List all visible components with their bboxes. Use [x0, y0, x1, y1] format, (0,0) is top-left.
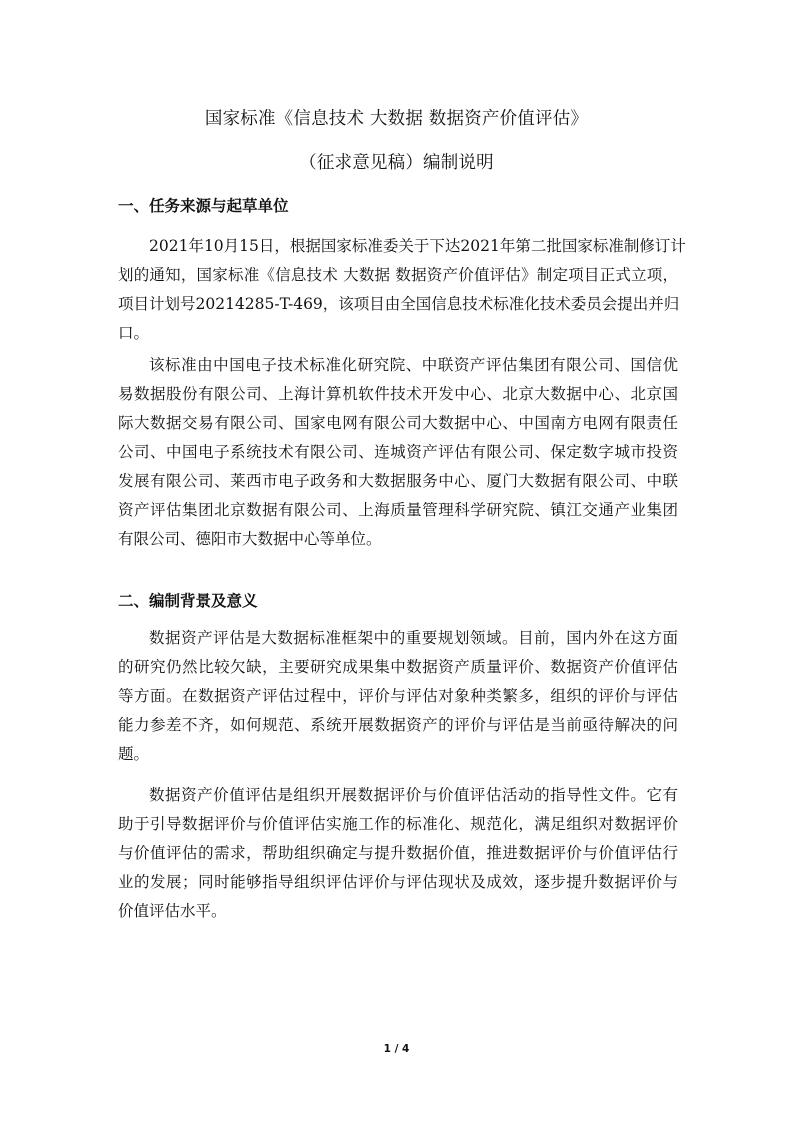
paragraph	[118, 781, 678, 926]
paragraph	[118, 351, 678, 554]
paragraph-line: 际大数据交易有限公司、国家电网有限公司大数据中心、中国南方电网有限责任	[118, 414, 678, 432]
section-heading-1: 一、任务来源与起草单位	[118, 197, 289, 215]
paragraph-line: 业的发展；同时能够指导组织评估评价与评估现状及成效，逐步提升数据评价与	[118, 873, 678, 891]
paragraph-line: 数据资产评估是大数据标准框架中的重要规划领域。目前，国内外在这方面	[149, 629, 678, 647]
paragraph-line: 题。	[118, 745, 150, 763]
paragraph-line: 等方面。在数据资产评估过程中，评价与评估对象种类繁多，组织的评价与评估	[118, 687, 678, 705]
page-number: 1 / 4	[383, 1043, 410, 1055]
paragraph-line: 公司、中国电子系统技术有限公司、连城资产评估有限公司、保定数字城市投资	[118, 443, 678, 461]
paragraph-line: 划的通知，国家标准《信息技术 大数据 数据资产价值评估》制定项目正式立项，	[118, 266, 678, 284]
paragraph	[118, 232, 686, 348]
paragraph-line: 资产评估集团北京数据有限公司、上海质量管理科学研究院、镇江交通产业集团	[118, 501, 678, 519]
document-title: 国家标准《信息技术 大数据 数据资产价值评估》	[204, 109, 589, 129]
paragraph-line: 发展有限公司、莱西市电子政务和大数据服务中心、厦门大数据有限公司、中联	[118, 472, 678, 490]
paragraph-line: 2021年10月15日，根据国家标准委关于下达2021年第二批国家标准制修订计	[149, 237, 686, 255]
paragraph-line: 能力参差不齐，如何规范、系统开展数据资产的评价与评估是当前亟待解决的问	[118, 716, 678, 734]
paragraph-line: 口。	[118, 324, 150, 342]
paragraph-line: 数据资产价值评估是组织开展数据评价与价值评估活动的指导性文件。它有	[149, 786, 678, 804]
section-heading-2: 二、编制背景及意义	[118, 592, 258, 610]
paragraph-line: 与价值评估的需求，帮助组织确定与提升数据价值，推进数据评价与价值评估行	[118, 844, 678, 862]
document-subtitle: （征求意见稿）编制说明	[299, 153, 494, 173]
paragraph-line: 价值评估水平。	[118, 902, 227, 920]
paragraph-line: 该标准由中国电子技术标准化研究院、中联资产评估集团有限公司、国信优	[149, 356, 678, 374]
paragraph-line: 助于引导数据评价与价值评估实施工作的标准化、规范化，满足组织对数据评价	[118, 815, 678, 833]
paragraph	[118, 624, 678, 769]
paragraph-line: 项目计划号20214285-T-469，该项目由全国信息技术标准化技术委员会提出并归	[118, 295, 680, 313]
paragraph-line: 的研究仍然比较欠缺，主要研究成果集中数据资产质量评价、数据资产价值评估	[118, 658, 678, 676]
paragraph-line: 有限公司、德阳市大数据中心等单位。	[118, 530, 382, 548]
paragraph-line: 易数据股份有限公司、上海计算机软件技术开发中心、北京大数据中心、北京国	[118, 385, 678, 403]
